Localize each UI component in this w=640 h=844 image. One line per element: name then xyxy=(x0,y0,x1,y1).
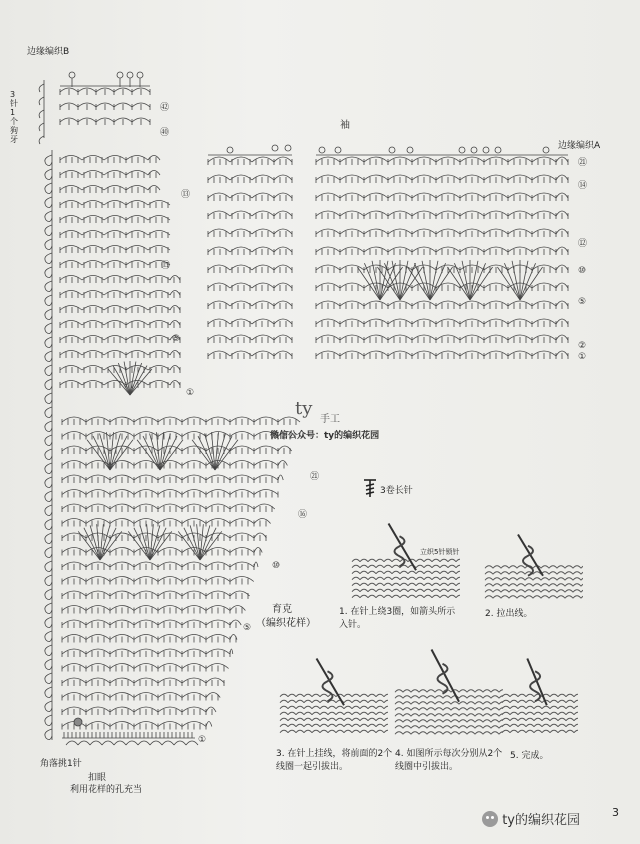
yoke-sublabel: （编织花样） xyxy=(256,618,316,629)
step-1-caption: 1. 在针上绕3圈，如箭头所示入针。 xyxy=(339,607,456,630)
row-mark: ⑩ xyxy=(272,561,281,571)
row-mark: ① xyxy=(198,735,207,745)
footer-text: ty的编织花园 xyxy=(502,813,580,828)
insert-note: 立织5针锁针 xyxy=(420,548,460,556)
watermark-brand: ty xyxy=(295,398,313,419)
row-mark: ⑫ xyxy=(578,239,588,249)
triple-treble-symbol xyxy=(364,480,376,497)
row-mark: ⑤ xyxy=(578,297,587,307)
buttonhole-note: 利用花样的孔充当 xyxy=(70,785,143,795)
corner-label: 角落挑1针 xyxy=(40,759,82,769)
row-mark: ⑭ xyxy=(578,181,588,191)
edge-a-label: 边缘编织A xyxy=(558,141,601,151)
yoke-chart xyxy=(62,417,300,730)
edge-b-label: 边缘编织B xyxy=(27,47,70,57)
row-mark: ㉑ xyxy=(310,472,320,482)
step-5-caption: 5. 完成。 xyxy=(510,751,549,761)
picot-label: 3针1个狗牙 xyxy=(10,90,18,144)
wechat-icon xyxy=(482,811,498,827)
row-mark: ㊵ xyxy=(160,128,170,138)
footer-logo xyxy=(482,809,580,828)
triple-treble-label: 3卷长针 xyxy=(380,486,413,496)
watermark-line: 微信公众号：ty的编织花园 xyxy=(270,431,380,441)
bottom-edge-chart xyxy=(62,718,198,745)
sleeve-label: 袖 xyxy=(340,120,350,131)
step-3-photo xyxy=(278,650,388,735)
row-mark: ② xyxy=(578,341,587,351)
row-mark: ⑯ xyxy=(298,510,308,520)
row-mark: ⑤ xyxy=(243,623,252,633)
watermark-suffix: 手工 xyxy=(320,414,340,425)
row-mark: ① xyxy=(578,352,587,362)
step-3-caption: 3. 在针上挂线，将前面的2个线圈一起引拔出。 xyxy=(276,749,393,772)
page-number: 3 xyxy=(612,806,619,819)
row-mark: ① xyxy=(186,388,195,398)
edge-b-chart xyxy=(39,80,52,740)
front-panel-chart xyxy=(60,156,180,396)
step-2-photo xyxy=(483,527,583,602)
row-mark: ㊷ xyxy=(160,103,170,113)
row-mark: ⑤ xyxy=(172,334,181,344)
step-5-photo xyxy=(500,650,578,735)
buttonhole-label: 扣眼 xyxy=(88,773,107,783)
row-mark: ⑮ xyxy=(161,261,171,271)
sleeve-chart xyxy=(208,145,568,359)
top-edge-chart xyxy=(60,72,150,125)
row-mark: ⑩ xyxy=(578,266,587,276)
step-4-caption: 4. 如图所示每次分别从2个线圈中引拔出。 xyxy=(395,749,503,772)
row-mark: ⑬ xyxy=(181,190,191,200)
step-2-caption: 2. 拉出线。 xyxy=(485,609,533,619)
step-4-photo xyxy=(393,640,503,735)
row-mark: ㉑ xyxy=(578,158,588,168)
yoke-label: 育克 xyxy=(272,604,292,615)
step-1-photo xyxy=(350,515,460,600)
